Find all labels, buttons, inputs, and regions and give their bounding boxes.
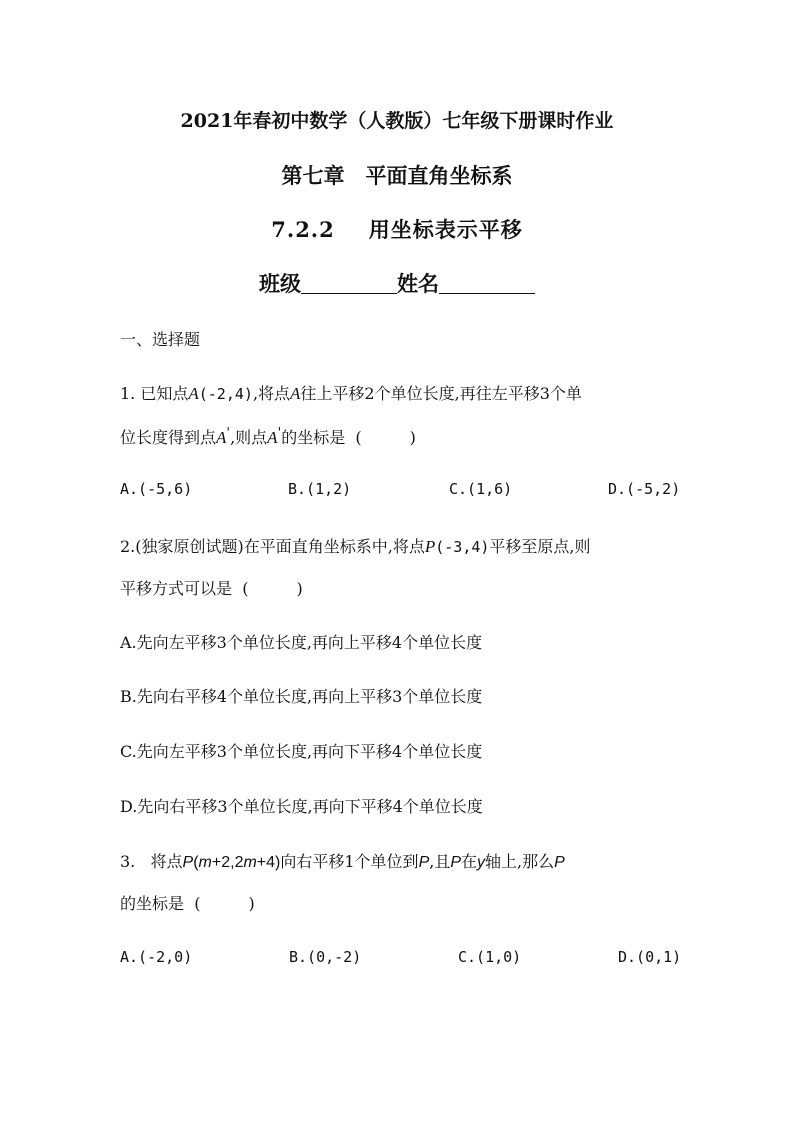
q2-option-c[interactable]: C.先向左平移3个单位长度,再向下平移4个单位长度 <box>120 742 483 761</box>
q1-option-d[interactable]: D.(-5,2) <box>608 480 681 498</box>
q2-option-d[interactable]: D.先向右平移3个单位长度,再向下平移4个单位长度 <box>120 797 483 816</box>
q1-option-c[interactable]: C.(1,6) <box>449 480 513 498</box>
q1-option-a[interactable]: A.(-5,6) <box>120 480 193 498</box>
q3-option-c[interactable]: C.(1,0) <box>458 948 522 966</box>
chapter-title: 第七章 平面直角坐标系 <box>281 163 513 188</box>
section-name: 用坐标表示平移 <box>368 217 523 242</box>
section-heading: 一、选择题 <box>120 330 201 349</box>
name-blank[interactable] <box>439 271 535 294</box>
class-blank[interactable] <box>301 271 397 294</box>
q3-option-a[interactable]: A.(-2,0) <box>120 948 193 966</box>
student-info-line <box>0 268 794 298</box>
name-label: 姓名 <box>397 271 439 296</box>
q2-option-b[interactable]: B.先向右平移4个单位长度,再向上平移3个单位长度 <box>120 687 483 706</box>
answer-bracket[interactable]: ( ) <box>242 579 303 598</box>
section-number: 7.2.2 <box>271 217 335 242</box>
class-label: 班级 <box>259 271 301 296</box>
q3-option-d[interactable]: D.(0,1) <box>618 948 682 966</box>
q2-option-a[interactable]: A.先向左平移3个单位长度,再向上平移4个单位长度 <box>120 633 483 652</box>
document-title: 2021年春初中数学（人教版）七年级下册课时作业 <box>180 110 614 132</box>
question-2-line-2: 平移方式可以是 ( ) <box>120 579 303 598</box>
answer-bracket[interactable]: ( ) <box>355 428 416 447</box>
question-3-line-2: 的坐标是 ( ) <box>120 894 255 913</box>
answer-bracket[interactable]: ( ) <box>194 894 255 913</box>
section-title <box>0 214 794 244</box>
q1-option-b[interactable]: B.(1,2) <box>288 480 352 498</box>
question-2-line-1: 2.(独家原创试题)在平面直角坐标系中,将点P(-3,4)平移至原点,则 <box>120 537 591 556</box>
question-1-line-2: 位长度得到点A',则点A'的坐标是 ( ) <box>120 425 416 447</box>
question-3-line-1: 3. 将点P(m+2,2m+4)向右平移1个单位到P,且P在y轴上,那么P <box>120 852 565 871</box>
q3-option-b[interactable]: B.(0,-2) <box>289 948 362 966</box>
question-1-line-1: 1. 已知点A(-2,4),将点A往上平移2个单位长度,再往左平移3个单 <box>120 384 582 403</box>
